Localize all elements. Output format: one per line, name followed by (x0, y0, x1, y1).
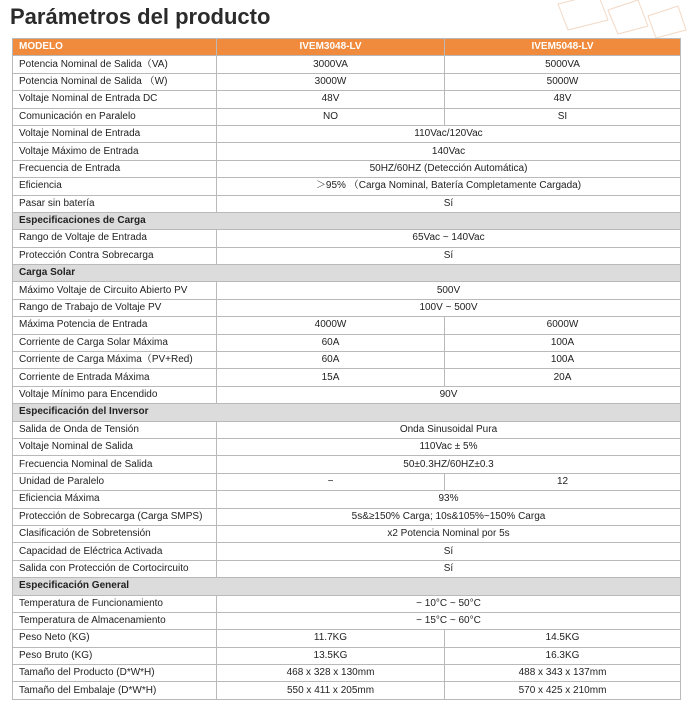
row-value-shared: 110Vac ± 5% (217, 438, 681, 455)
table-row (13, 630, 681, 647)
table-row (13, 299, 681, 316)
table-row (13, 247, 681, 264)
table-row (13, 369, 681, 386)
row-label: Protección de Sobrecarga (Carga SMPS) (13, 508, 217, 525)
table-row (13, 125, 681, 142)
row-value-model-2: SI (445, 108, 681, 125)
section-header-row (13, 212, 681, 229)
page-title: Parámetros del producto (10, 4, 271, 29)
table-row (13, 508, 681, 525)
table-row (13, 91, 681, 108)
row-label: Rango de Voltaje de Entrada (13, 230, 217, 247)
table-row (13, 438, 681, 455)
background-decoration (488, 0, 688, 38)
section-title: Especificaciones de Carga (13, 212, 681, 229)
row-label: Peso Bruto (KG) (13, 647, 217, 664)
row-label: Potencia Nominal de Salida（VA) (13, 56, 217, 73)
row-label: Comunicación en Paralelo (13, 108, 217, 125)
table-row (13, 473, 681, 490)
table-row (13, 491, 681, 508)
row-value-model-2: 20A (445, 369, 681, 386)
row-label: Voltaje Nominal de Entrada (13, 125, 217, 142)
row-value-model-1: − (217, 473, 445, 490)
table-row (13, 595, 681, 612)
row-label: Frecuencia de Entrada (13, 160, 217, 177)
row-value-model-1: 3000VA (217, 56, 445, 73)
row-label: Corriente de Carga Solar Máxima (13, 334, 217, 351)
row-value-model-1: 15A (217, 369, 445, 386)
row-value-shared: x2 Potencia Nominal por 5s (217, 525, 681, 542)
row-label: Rango de Trabajo de Voltaje PV (13, 299, 217, 316)
row-value-shared: 65Vac ~ 140Vac (217, 230, 681, 247)
row-label: Temperatura de Almacenamiento (13, 612, 217, 629)
row-value-shared: − 15°C ~ 60°C (217, 612, 681, 629)
table-row (13, 352, 681, 369)
row-label: Voltaje Máximo de Entrada (13, 143, 217, 160)
row-label: Potencia Nominal de Salida （W) (13, 73, 217, 90)
row-label: Corriente de Entrada Máxima (13, 369, 217, 386)
table-row (13, 665, 681, 682)
table-row (13, 334, 681, 351)
row-value-shared: 500V (217, 282, 681, 299)
row-value-model-1: 4000W (217, 317, 445, 334)
section-header-row (13, 578, 681, 595)
row-value-model-1: 60A (217, 334, 445, 351)
row-value-shared: Sí (217, 247, 681, 264)
row-label: Eficiencia Máxima (13, 491, 217, 508)
row-value-shared: 110Vac/120Vac (217, 125, 681, 142)
row-value-shared: 5s&≥150% Carga; 10s&105%~150% Carga (217, 508, 681, 525)
row-value-model-2: 488 x 343 x 137mm (445, 665, 681, 682)
row-label: Salida de Onda de Tensión (13, 421, 217, 438)
row-value-model-1: 13.5KG (217, 647, 445, 664)
row-label: Corriente de Carga Máxima（PV+Red) (13, 352, 217, 369)
table-row (13, 73, 681, 90)
row-label: Voltaje Mínimo para Encendido (13, 386, 217, 403)
header-model-label: MODELO (13, 39, 217, 56)
section-header-row (13, 265, 681, 282)
table-body (13, 56, 681, 699)
row-label: Máximo Voltaje de Circuito Abierto PV (13, 282, 217, 299)
row-value-model-2: 14.5KG (445, 630, 681, 647)
row-value-shared: Sí (217, 560, 681, 577)
section-title: Especificación del Inversor (13, 404, 681, 421)
row-value-model-2: 5000W (445, 73, 681, 90)
row-value-shared: − 10°C ~ 50°C (217, 595, 681, 612)
table-row (13, 560, 681, 577)
row-label: Clasificación de Sobretensión (13, 525, 217, 542)
table-row (13, 282, 681, 299)
row-label: Protección Contra Sobrecarga (13, 247, 217, 264)
row-value-shared: 50±0.3HZ/60HZ±0.3 (217, 456, 681, 473)
row-value-model-1: 550 x 411 x 205mm (217, 682, 445, 699)
table-row (13, 108, 681, 125)
row-value-model-2: 570 x 425 x 210mm (445, 682, 681, 699)
row-label: Voltaje Nominal de Entrada DC (13, 91, 217, 108)
row-value-model-2: 100A (445, 334, 681, 351)
row-label: Tamaño del Embalaje (D*W*H) (13, 682, 217, 699)
table-row (13, 317, 681, 334)
table-row (13, 612, 681, 629)
table-row (13, 421, 681, 438)
row-label: Frecuencia Nominal de Salida (13, 456, 217, 473)
section-title: Carga Solar (13, 265, 681, 282)
row-value-model-2: 16.3KG (445, 647, 681, 664)
table-header-row (13, 39, 681, 56)
row-value-shared: 90V (217, 386, 681, 403)
row-value-shared: Onda Sinusoidal Pura (217, 421, 681, 438)
table-row (13, 386, 681, 403)
row-value-shared: 140Vac (217, 143, 681, 160)
row-value-model-2: 12 (445, 473, 681, 490)
table-row (13, 230, 681, 247)
row-value-model-1: 48V (217, 91, 445, 108)
row-label: Salida con Protección de Cortocircuito (13, 560, 217, 577)
row-value-model-1: NO (217, 108, 445, 125)
table-row (13, 160, 681, 177)
row-value-model-1: 60A (217, 352, 445, 369)
row-value-model-1: 468 x 328 x 130mm (217, 665, 445, 682)
row-label: Voltaje Nominal de Salida (13, 438, 217, 455)
table-row (13, 195, 681, 212)
row-value-model-2: 5000VA (445, 56, 681, 73)
row-value-model-2: 6000W (445, 317, 681, 334)
table-row (13, 543, 681, 560)
row-value-shared: ＞95% （Carga Nominal, Batería Completamente Cargada) (217, 178, 681, 195)
row-value-model-1: 3000W (217, 73, 445, 90)
row-label: Máxima Potencia de Entrada (13, 317, 217, 334)
row-value-model-2: 48V (445, 91, 681, 108)
row-label: Temperatura de Funcionamiento (13, 595, 217, 612)
row-label: Eficiencia (13, 178, 217, 195)
section-header-row (13, 404, 681, 421)
row-value-model-2: 100A (445, 352, 681, 369)
row-label: Tamaño del Producto (D*W*H) (13, 665, 217, 682)
table-row (13, 456, 681, 473)
table-row (13, 525, 681, 542)
spec-table (12, 38, 681, 700)
row-label: Pasar sin batería (13, 195, 217, 212)
header-model-1: IVEM3048-LV (217, 39, 445, 56)
table-row (13, 56, 681, 73)
row-value-shared: 100V ~ 500V (217, 299, 681, 316)
row-label: Unidad de Paralelo (13, 473, 217, 490)
row-value-model-1: 11.7KG (217, 630, 445, 647)
table-row (13, 647, 681, 664)
table-row (13, 178, 681, 195)
table-row (13, 682, 681, 699)
header-model-2: IVEM5048-LV (445, 39, 681, 56)
row-label: Capacidad de Eléctrica Activada (13, 543, 217, 560)
row-label: Peso Neto (KG) (13, 630, 217, 647)
row-value-shared: 50HZ/60HZ (Detección Automática) (217, 160, 681, 177)
table-row (13, 143, 681, 160)
row-value-shared: Sí (217, 195, 681, 212)
row-value-shared: 93% (217, 491, 681, 508)
section-title: Especificación General (13, 578, 681, 595)
row-value-shared: Sí (217, 543, 681, 560)
